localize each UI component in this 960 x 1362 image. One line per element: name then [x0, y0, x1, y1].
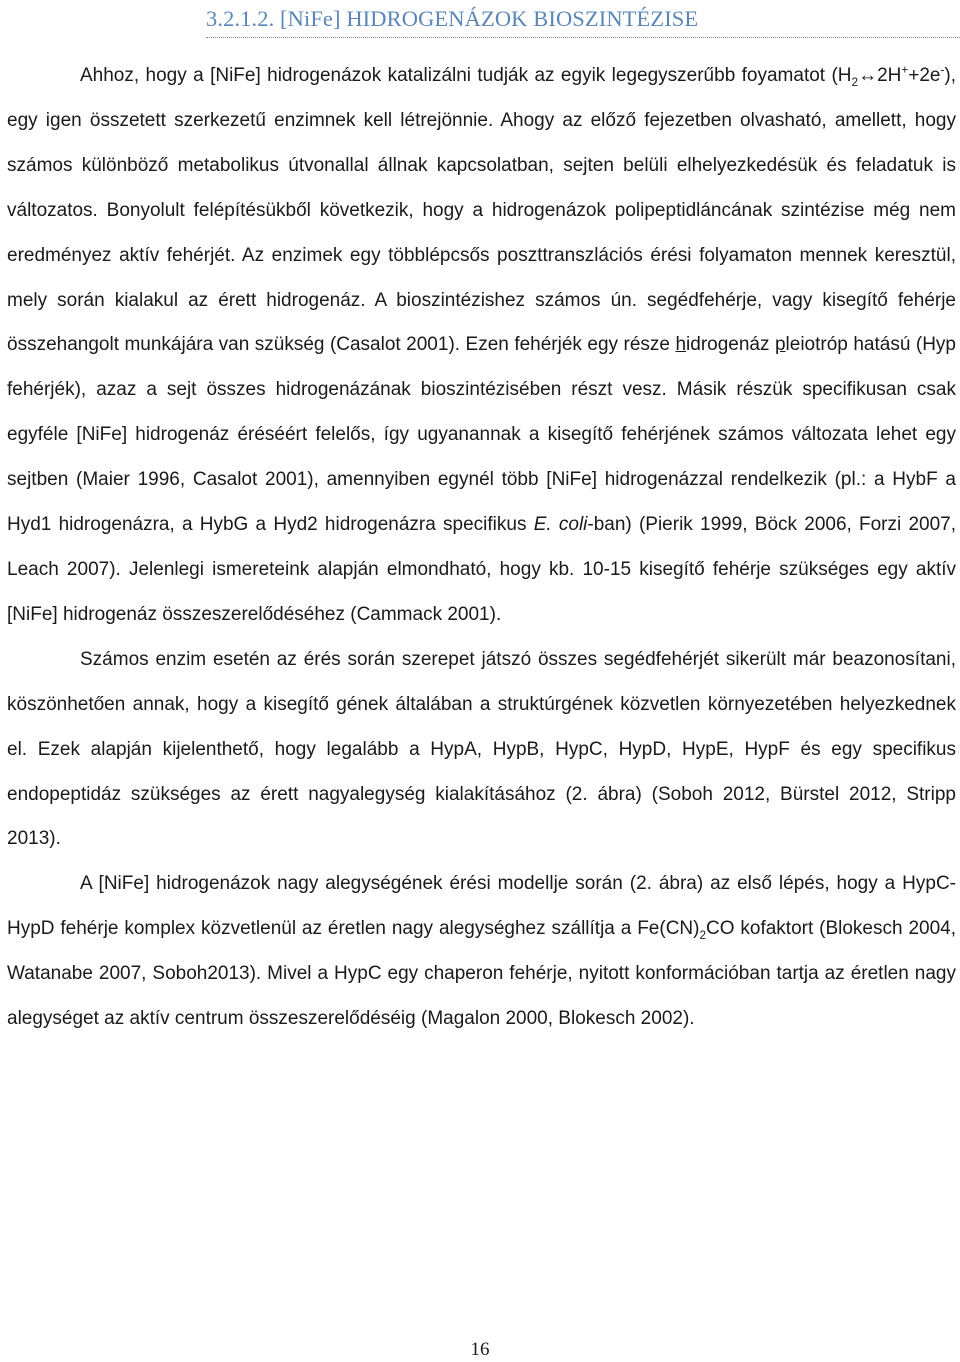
body-text [7, 54, 956, 1042]
species-name: E. coli [533, 514, 588, 536]
double-arrow-icon: ↔ [858, 65, 878, 86]
paragraph-3: A [NiFe] hidrogenázok nagy alegységének érési modellje során (2. ábra) az első lépés, hogy a HypC-HypD fehérje komplex közvetlenül az éretlen nagy alegységhez szállítja a $Fe(CN)_2CO$ kofaktort (Blokesch 2004, Watanabe 2007, Soboh2013). Mivel a HypC egy chaperon fehérje, nyitott konformációban tartja az éretlen nagy alegységet az aktív centrum összeszerelődéséig (Magalon 2000, Blokesch 2002). [7, 873, 956, 1030]
heading-divider [206, 37, 960, 38]
paragraph-2: Számos enzim esetén az érés során szerepet játszó összes segédfehérjét sikerült már beazonosítani, köszönhetően annak, hogy a kisegítő gének általában a struktúrgének közvetlen környezetében helyezkednek el. Ezek alapján kijelenthető, hogy legalább a HypA, HypB, HypC, HypD, HypE, HypF és egy specifikus endopeptidáz szükséges az érett nagyalegység kialakításához (2. ábra) (Soboh 2012, Bürstel 2012, Stripp 2013). [7, 648, 956, 850]
page-number: 16 [470, 1339, 490, 1360]
paragraph-1: Ahhoz, hogy a [NiFe] hidrogenázok katalizálni tudják az egyik legegyszerűbb foyamatot $(H_2\leftrightarrow 2H^++2e^-)$, egy igen összetett szerkezetű enzimnek kell létrejönnie. Ahogy az előző fejezetben olvasható, amellett, hogy számos különböző metabolikus útvonallal állnak kapcsolatban, sejten belüli elhelyezkedésük és feladatuk is változatos. Bonyolult felépítésükből következik, hogy a hidrogenázok polipeptidláncának szintézise még nem eredményez aktív fehérjét. Az enzimek egy többlépcsős poszttranszlációs érési folyamaton mennek keresztül, mely során kialakul az érett hidrogenáz. A bioszintézishez számos ún. segédfehérje, vagy kisegítő fehérje összehangolt munkájára van szükség (Casalot 2001). Ezen fehérjék egy része hidrogenáz pleiotróp hatású (Hyp fehérjék), azaz a sejt összes hidrogenázának bioszintézisében részt vesz. Másik részük specifikusan csak egyféle [NiFe] hidrogenáz éréséért felelős, így ugyanannak a kisegítő fehérjének számos változata lehet egy sejtben (Maier 1996, Casalot 2001), amennyiben egynél több [NiFe] hidrogenázzal rendelkezik (pl.: a HybF a Hyd1 hidrogenázra, a HybG a Hyd2 hidrogenázra specifikus E. coli-ban) (Pierik 1999, Böck 2006, Forzi 2007, Leach 2007). Jelenlegi ismereteink alapján elmondható, hogy kb. 10-15 kisegítő fehérje szükséges egy aktív [NiFe] hidrogenáz összeszerelődéséhez (Cammack 2001). [7, 63, 956, 625]
section-heading: 3.2.1.2. [NiFe] HIDROGENÁZOK BIOSZINTÉZISE [206, 6, 699, 31]
